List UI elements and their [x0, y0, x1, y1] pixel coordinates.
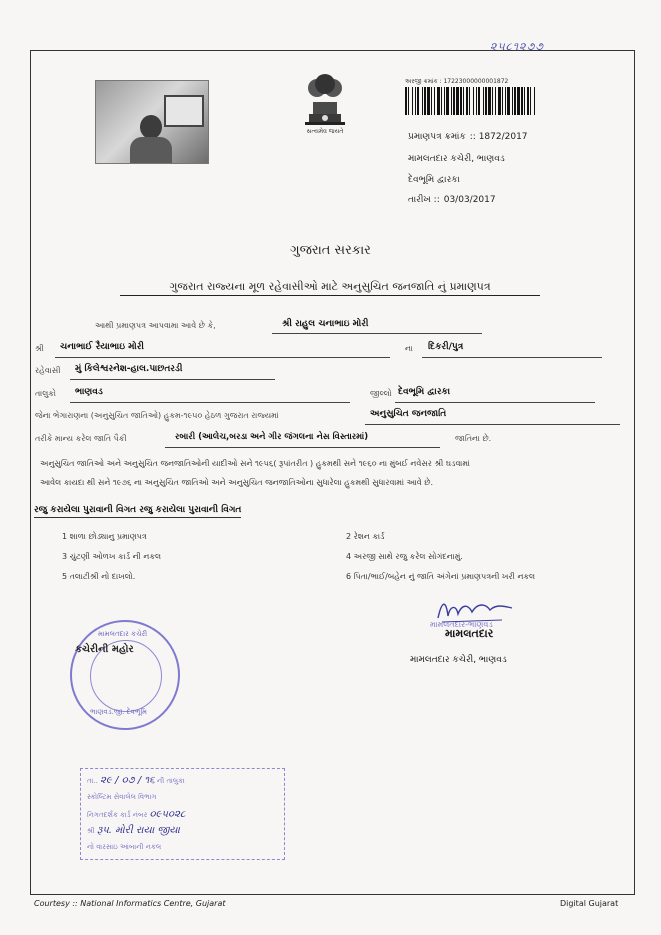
legal-paragraph-2: આવેલ કાયદા થી સને ૧૯૭૬ ના અનુસુચિત જાતિઓ અને અનુસુચિત જનજાતિઓના સુધારેલા હુકમથી સુધારવામાં આવે છે. — [40, 478, 434, 487]
stamp-date-suffix: ની તાલુકા — [157, 777, 185, 785]
proof-item: 5 તલાટીશ્રી નો દાખલો. — [62, 572, 136, 581]
stamp-card-number: ૦૯૫૦૨૮ — [149, 809, 186, 820]
proof-item: 2 રેશન કાર્ડ — [346, 532, 385, 541]
state-emblem-icon — [295, 62, 355, 132]
officer-title: મામલતદાર — [445, 627, 494, 640]
seal-label: કચેરીની મહોર — [75, 644, 134, 655]
district: દેવભૂમિ દ્વારકા — [398, 387, 451, 397]
recognized-text: તરીકે માન્ય કરેલ જાતિ પૈકી — [35, 434, 127, 443]
relation: દિકરી/પુત્ર — [428, 342, 464, 352]
stamp-line-2: સ્કોલ્ટિમ સેવાલેલ વિભાગ — [87, 793, 157, 801]
taluka-label: તાલુકો — [35, 389, 56, 398]
footer-brand: Digital Gujarat — [560, 899, 619, 908]
stamp-date: ૨૯ / ૦૭ / ૧૬ — [100, 775, 155, 786]
stamp-card-label: નિગતદર્શક કાર્ડ નંબર — [87, 811, 148, 819]
order-text: જેના ભેગારાણના (અનુસુચિત જાતિઓ) હુકમ-૧૯૫૦ હેઠળ ગુજરાત રાજ્યમાં — [35, 411, 279, 420]
proofs-title: રજુ કરાયેલા પુરાવાની વિગત રજુ કરાયેલા પુરાવાની વિગત — [34, 505, 241, 518]
issuing-office: મામલતદાર કચેરી, ભાણવડ — [408, 154, 505, 164]
emblem-caption: સત્યમેવ જયતે — [306, 128, 344, 135]
residence-label: રહેવાસી — [35, 366, 61, 375]
stamp-shri-label: શ્રી — [87, 827, 95, 835]
verification-stamp — [80, 768, 285, 860]
certificate-subtitle: ગુજરાત રાજ્યના મૂળ રહેવાસીઓ માટે અનુસુચિત જનજાતિ નું પ્રમાણપત્ર — [120, 280, 540, 296]
handwritten-number: ૨૫૮૧૨૭૭ — [490, 40, 544, 53]
issuing-district: દેવભૂમિ દ્વારકા — [408, 175, 460, 185]
district-label: જીલ્લો — [370, 389, 392, 398]
stamp-line-5: નો વારસાઇ આંબાની નકલ — [87, 843, 162, 851]
certificate-date: તારીખ :: 03/03/2017 — [408, 195, 496, 205]
stamp-handwritten-name: રૂપ. મોરી રાયા જીયા — [96, 825, 180, 836]
legal-paragraph-1: અનુસુચિત જાતિઓ અને અનુસુચિત જનજાતિઓની યાદીઓ સને ૧૯૫૬( રૂપાંતરીત ) હુકમથી સને ૧૯૬૦ ના મુંબઈ નવેસર શ્રી ઘડવામાં — [40, 459, 471, 468]
holder-name: શ્રી રાહુલ ચનાભાઇ મોરી — [282, 319, 369, 329]
footer-courtesy: Courtesy :: National Informatics Centre, Gujarat — [34, 899, 226, 908]
taluka: ભાણવડ — [75, 387, 103, 397]
caste-suffix: જાતિના છે. — [455, 434, 492, 443]
certificate-number: પ્રમાણપત્ર ક્રમાંક :: 1872/2017 — [408, 132, 528, 142]
na-label: ના — [405, 344, 413, 353]
signature-stamp: મામલતદાર-ભાણવડ — [430, 620, 493, 629]
application-number: અરજી ક્રમાંક : 17223000000001872 — [405, 78, 509, 85]
officer-office: મામલતદાર કચેરી, ભાણવડ — [410, 655, 507, 665]
government-title: ગુજરાત સરકાર — [290, 243, 371, 258]
intro-text: આથી પ્રમાણપત્ર આપવામા આવે છે કે, — [95, 321, 216, 330]
category: અનુસુચિત જનજાતિ — [370, 409, 447, 419]
stamp-date-label: તા.. — [87, 777, 98, 785]
proof-item: 4 અરજી સાથે રજુ કરેલ સોગંદનામું. — [346, 552, 463, 561]
residence: મું કિલેશ્વરનેશ-હાલ.પાછતરડી — [75, 364, 183, 374]
proof-item: 1 શાળા છોડ્યાનુ પ્રમાણપત્ર — [62, 532, 147, 541]
seal-top-text: મામલતદાર કચેરી — [98, 630, 148, 638]
shri-label: શ્રી — [35, 344, 44, 353]
seal-bottom-text: ભાણવડ.જી. દેવભૂમિ — [90, 708, 147, 716]
caste: રબારી (આલેચ,બરડા અને ગીર જંગલના નેસ વિસ્તારમાં) — [175, 432, 369, 442]
father-name: ચનાભાઈ રૈયાભાઇ મોરી — [60, 342, 144, 352]
proof-item: 3 ચુંટણી ઓળખ કાર્ડ ની નકલ — [62, 552, 162, 561]
barcode — [405, 87, 537, 115]
proof-item: 6 પિતા/ભાઈ/બહેન નું જાતિ અંગેનાં પ્રમાણપત્રની ખરી નકલ — [346, 572, 536, 581]
applicant-photo — [95, 80, 209, 164]
